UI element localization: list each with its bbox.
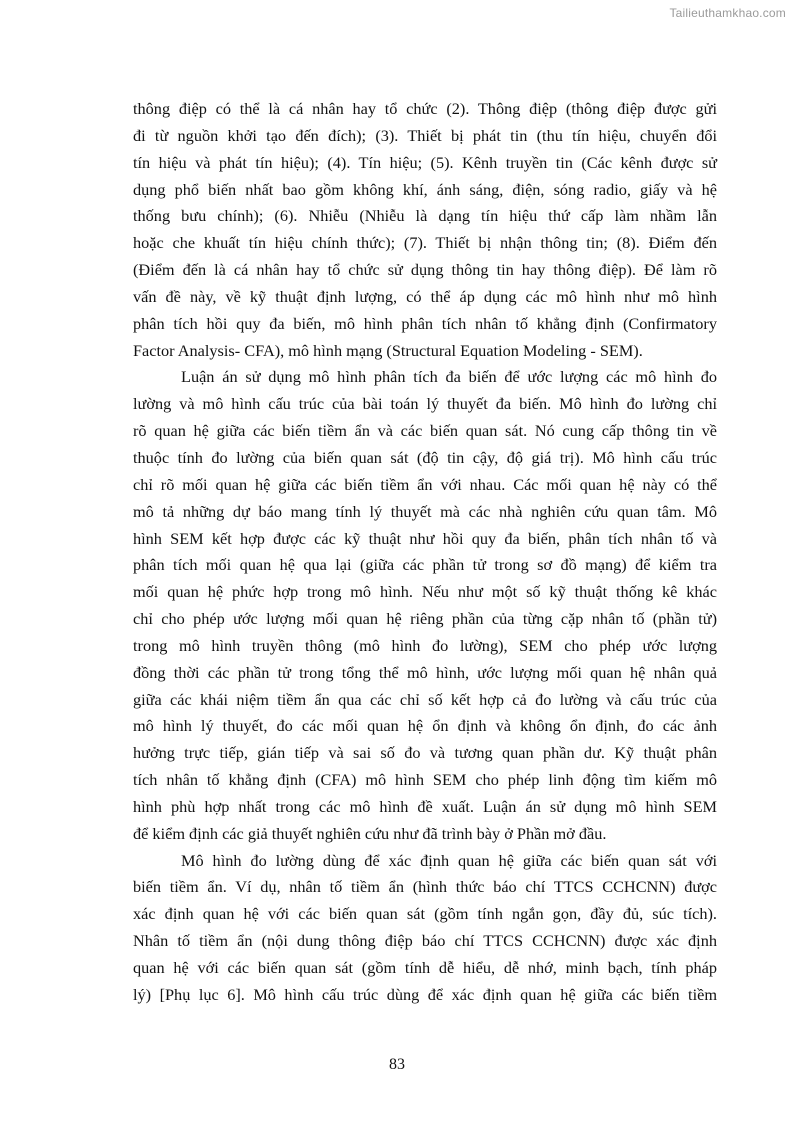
text-line: tích nhân tố khẳng định (CFA) mô hình SEM cho phép linh động tìm kiếm mô xyxy=(133,770,717,790)
text-line: đi từ nguồn khởi tạo đến đích); (3). Thiết bị phát tin (thu tín hiệu, chuyển đổi xyxy=(133,125,717,145)
text-line: tín hiệu và phát tín hiệu); (4). Tín hiệu; (5). Kênh truyền tin (Các kênh được sử xyxy=(133,152,717,172)
paragraph-first-line: Mô hình đo lường dùng để xác định quan hệ giữa các biến quan sát với xyxy=(181,850,717,870)
watermark-text: Tailieuthamkhao.com xyxy=(669,6,786,20)
paragraph-first-line: Luận án sử dụng mô hình phân tích đa biến để ước lượng các mô hình đo xyxy=(181,367,717,387)
text-line: mối quan hệ phức hợp trong mô hình. Nếu như một số kỹ thuật thống kê khác xyxy=(133,582,717,602)
text-line: vấn đề này, về kỹ thuật định lượng, có thể áp dụng các mô hình như mô hình xyxy=(133,286,717,306)
text-line: trong mô hình truyền thông (mô hình đo lường), SEM cho phép ước lượng xyxy=(133,635,717,655)
text-line: phân tích hồi quy đa biến, mô hình phân tích nhân tố khẳng định (Confirmatory xyxy=(133,313,717,333)
page-number: 83 xyxy=(389,1056,405,1073)
text-line: Factor Analysis- CFA), mô hình mạng (Structural Equation Modeling - SEM). xyxy=(133,340,643,360)
text-line: hình SEM kết hợp được các kỹ thuật như hồi quy đa biến, phân tích nhân tố và xyxy=(133,528,717,548)
text-line: lường và mô hình cấu trúc của bài toán lý thuyết đa biến. Mô hình đo lường chỉ xyxy=(133,394,717,414)
text-line: quan hệ với các biến quan sát (gồm tính dễ hiểu, dễ nhớ, minh bạch, tính pháp xyxy=(133,958,717,977)
text-line: thông điệp có thể là cá nhân hay tổ chức (2). Thông điệp (thông điệp được gửi xyxy=(133,99,717,118)
text-line: xác định quan hệ với các biến quan sát (gồm tính ngắn gọn, đầy đủ, súc tích). xyxy=(133,904,717,924)
text-line: chỉ cho phép ước lượng mối quan hệ riêng phần của từng cặp nhân tố (phần tử) xyxy=(133,609,717,629)
text-line: hưởng trực tiếp, gián tiếp và sai số đo và tương quan phần dư. Kỹ thuật phân xyxy=(133,743,717,763)
text-line: đồng thời các phần tử trong tổng thể mô hình, ước lượng mối quan hệ nhân quả xyxy=(133,662,717,682)
text-line: phân tích mối quan hệ qua lại (giữa các phần tử trong sơ đồ mạng) để kiểm tra xyxy=(133,555,717,575)
text-line: để kiểm định các giả thuyết nghiên cứu như đã trình bày ở Phần mở đầu. xyxy=(133,823,607,843)
text-line: dụng phổ biến nhất bao gồm không khí, ánh sáng, điện, sóng radio, giấy và hệ xyxy=(133,179,717,199)
text-line: rõ quan hệ giữa các biến tiềm ẩn và các biến quan sát. Nó cung cấp thông tin về xyxy=(133,421,717,441)
text-line: giữa các khái niệm tiềm ẩn qua các chỉ số kết hợp cả đo lường và cấu trúc của xyxy=(133,689,717,709)
text-line: (Điểm đến là cá nhân hay tổ chức sử dụng thông tin hay thông điệp). Để làm rõ xyxy=(133,260,717,280)
text-line: chỉ rõ mối quan hệ giữa các biến tiềm ẩn với nhau. Các mối quan hệ này có thể xyxy=(133,474,717,494)
page-body xyxy=(133,96,717,1009)
text-line: hoặc che khuất tín hiệu chính thức); (7). Thiết bị nhận thông tin; (8). Điểm đến xyxy=(133,233,717,253)
text-line: thuộc tính đo lường của biến quan sát (độ tin cậy, độ giá trị). Mô hình cấu trúc xyxy=(133,447,717,467)
text-line: Nhân tố tiềm ẩn (nội dung thông điệp báo chí TTCS CCHCNN) được xác định xyxy=(133,931,717,951)
text-line: mô hình lý thuyết, đo các mối quan hệ ổn định và không ổn định, đo các ảnh xyxy=(133,716,717,736)
text-line: lý) [Phụ lục 6]. Mô hình cấu trúc dùng để xác định quan hệ giữa các biến tiềm xyxy=(133,984,717,1004)
text-line: thống bưu chính); (6). Nhiễu (Nhiễu là dạng tín hiệu thứ cấp làm nhầm lẫn xyxy=(133,206,717,226)
text-line: mô tả những dự báo mang tính lý thuyết mà các nhà nghiên cứu quan tâm. Mô xyxy=(133,501,717,521)
text-line: hình phù hợp nhất trong các mô hình đề xuất. Luận án sử dụng mô hình SEM xyxy=(133,796,717,816)
text-line: biến tiềm ẩn. Ví dụ, nhân tố tiềm ẩn (hình thức báo chí TTCS CCHCNN) được xyxy=(133,877,717,897)
